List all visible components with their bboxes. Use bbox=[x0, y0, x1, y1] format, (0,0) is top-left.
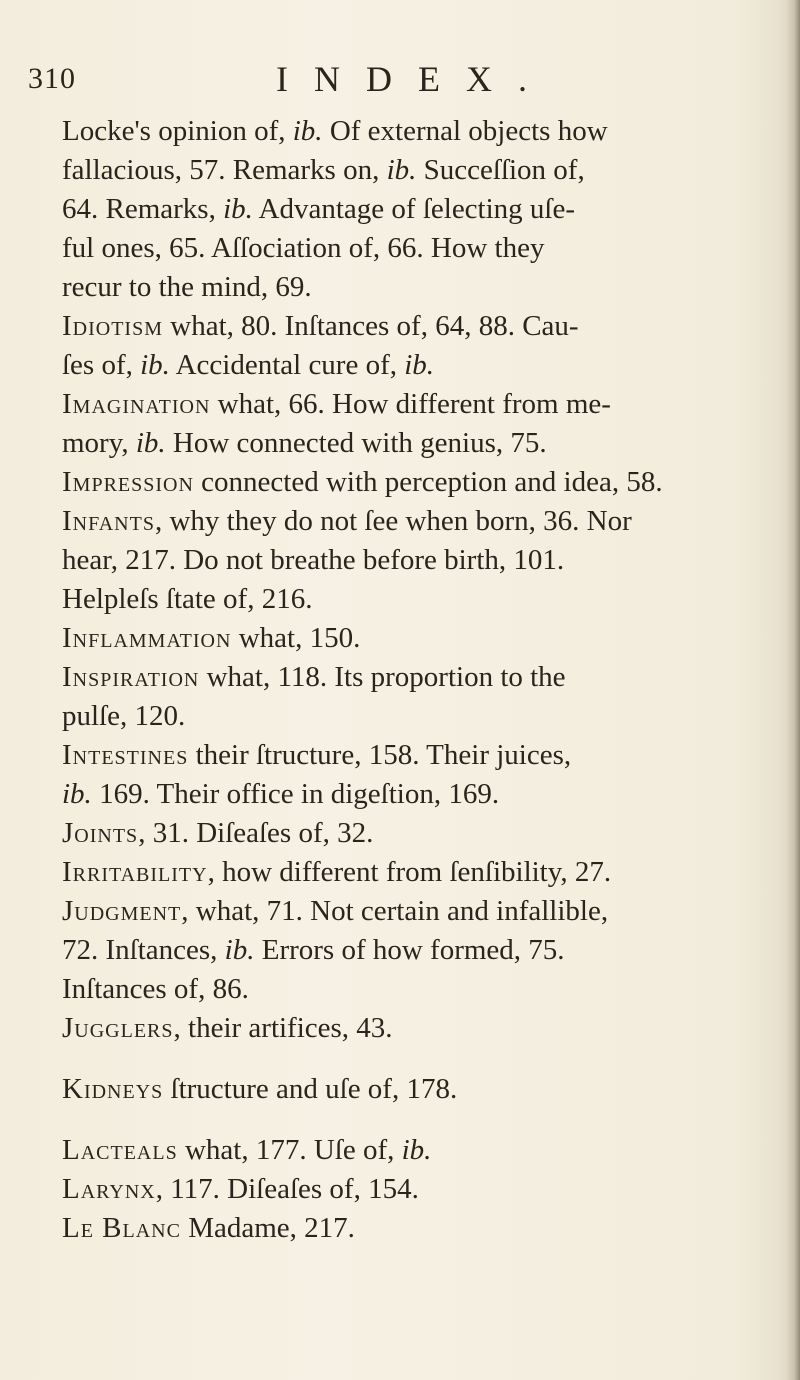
index-entry bbox=[62, 307, 777, 385]
entry-line bbox=[62, 814, 777, 853]
index-entry bbox=[62, 814, 777, 853]
index-entry bbox=[62, 1170, 777, 1209]
entry-line bbox=[62, 541, 777, 580]
page-header bbox=[28, 58, 768, 102]
entry-line bbox=[62, 1009, 777, 1048]
entry-line bbox=[62, 268, 777, 307]
entry-text: ſtructure and uſe of, 178. bbox=[163, 1073, 458, 1105]
entry-text: Inſtances of, 86. bbox=[62, 973, 249, 1005]
entry-text: fallacious, 57. Remarks on, bbox=[62, 154, 387, 186]
entry-heading: Inflammation bbox=[62, 622, 232, 654]
index-entry bbox=[62, 1209, 777, 1248]
entry-line bbox=[62, 1170, 777, 1209]
entry-line bbox=[62, 775, 777, 814]
index-entry bbox=[62, 658, 777, 736]
entry-text: ſes of, bbox=[62, 349, 141, 381]
entry-heading: Kidneys bbox=[62, 1073, 164, 1105]
entry-text: their ſtructure, 158. Their juices, bbox=[188, 739, 572, 771]
entry-text: , 117. Diſeaſes of, 154. bbox=[155, 1173, 419, 1205]
entry-line bbox=[62, 307, 777, 346]
entry-line bbox=[62, 385, 777, 424]
entry-line bbox=[62, 424, 777, 463]
entry-line bbox=[62, 502, 777, 541]
entry-text: Locke's opinion of, bbox=[62, 115, 293, 147]
index-entry bbox=[62, 1009, 777, 1048]
entry-text: ful ones, 65. Aſſociation of, 66. How they bbox=[62, 232, 545, 264]
index-entry bbox=[62, 892, 777, 1009]
ibid-reference: ib. bbox=[135, 427, 166, 459]
entry-text: Succeſſion of, bbox=[416, 154, 585, 186]
entry-heading: Infants bbox=[62, 505, 155, 537]
entry-heading: Inspiration bbox=[62, 661, 200, 693]
entry-line bbox=[62, 970, 777, 1009]
index-entries bbox=[62, 112, 777, 1248]
index-entry bbox=[62, 736, 777, 814]
entry-text: Accidental cure of, bbox=[169, 349, 405, 381]
entry-line bbox=[62, 853, 777, 892]
entry-text: what, 150. bbox=[231, 622, 361, 654]
entry-text: Of external objects how bbox=[322, 115, 608, 147]
entry-text: what, 177. Uſe of, bbox=[177, 1134, 402, 1166]
ibid-reference: ib. bbox=[292, 115, 323, 147]
entry-line bbox=[62, 1131, 777, 1170]
entry-heading: Imagination bbox=[62, 388, 211, 420]
entry-line bbox=[62, 892, 777, 931]
entry-line bbox=[62, 346, 777, 385]
entry-line bbox=[62, 1070, 777, 1109]
entry-text: what, 66. How different from me- bbox=[210, 388, 611, 420]
entry-text: recur to the mind, 69. bbox=[62, 271, 312, 303]
entry-line bbox=[62, 736, 777, 775]
entry-text: mory, bbox=[62, 427, 136, 459]
entry-heading: Lacteals bbox=[62, 1134, 178, 1166]
index-entry bbox=[62, 853, 777, 892]
entry-text: 169. Their office in digeſtion, 169. bbox=[91, 778, 500, 810]
entry-text: 64. Remarks, bbox=[62, 193, 224, 225]
ibid-reference: ib. bbox=[140, 349, 170, 381]
entry-text: what, 118. Its proportion to the bbox=[199, 661, 566, 693]
page-number: 310 bbox=[28, 62, 76, 95]
index-entry bbox=[62, 463, 777, 502]
entry-line bbox=[62, 658, 777, 697]
entry-text: what, 80. Inſtances of, 64, 88. Cau- bbox=[163, 310, 579, 342]
entry-text: Advantage of ſelecting uſe- bbox=[252, 193, 576, 225]
entry-line bbox=[62, 619, 777, 658]
entry-heading: Intestines bbox=[62, 739, 189, 771]
entry-text: , their artifices, 43. bbox=[173, 1012, 393, 1044]
entry-text: pulſe, 120. bbox=[62, 700, 186, 732]
index-entry bbox=[62, 619, 777, 658]
entry-text: How connected with genius, 75. bbox=[165, 427, 547, 459]
entry-text: , what, 71. Not certain and infallible, bbox=[181, 895, 609, 927]
index-entry bbox=[62, 1070, 777, 1109]
ibid-reference: ib. bbox=[62, 778, 92, 810]
ibid-reference: ib. bbox=[223, 193, 253, 225]
entry-text: Helpleſs ſtate of, 216. bbox=[62, 583, 313, 615]
entry-heading: Idiotism bbox=[62, 310, 163, 342]
index-entry bbox=[62, 385, 777, 463]
running-title: INDEX. bbox=[276, 59, 553, 99]
entry-text: Madame, 217. bbox=[180, 1212, 355, 1244]
ibid-reference: ib. bbox=[386, 154, 417, 186]
entry-text: 72. Inſtances, bbox=[62, 934, 225, 966]
entry-heading: Impression bbox=[62, 466, 194, 498]
entry-line bbox=[62, 151, 777, 190]
entry-heading: Judgment bbox=[62, 895, 182, 927]
entry-text: , how different from ſenſibility, 27. bbox=[207, 856, 612, 888]
entry-line bbox=[62, 697, 777, 736]
entry-heading: Jugglers bbox=[62, 1012, 174, 1044]
entry-text: , why they do not ſee when born, 36. Nor bbox=[154, 505, 632, 537]
entry-heading: Irritability bbox=[62, 856, 208, 888]
entry-line bbox=[62, 580, 777, 619]
entry-line bbox=[62, 112, 777, 151]
entry-line bbox=[62, 229, 777, 268]
entry-text: , 31. Diſeaſes of, 32. bbox=[138, 817, 374, 849]
entry-line bbox=[62, 1209, 777, 1248]
entry-line bbox=[62, 463, 777, 502]
entry-heading: Le Blanc bbox=[62, 1212, 181, 1244]
entry-line bbox=[62, 931, 777, 970]
index-entry bbox=[62, 1131, 777, 1170]
index-entry bbox=[62, 502, 777, 619]
entry-line bbox=[62, 190, 777, 229]
index-entry bbox=[62, 112, 777, 307]
entry-heading: Joints bbox=[62, 817, 139, 849]
entry-text: Errors of how formed, 75. bbox=[254, 934, 565, 966]
page-edge-shadow bbox=[786, 0, 800, 1380]
ibid-reference: ib. bbox=[404, 349, 435, 381]
entry-text: hear, 217. Do not breathe before birth, 101. bbox=[62, 544, 565, 576]
entry-text: connected with perception and idea, 58. bbox=[193, 466, 663, 498]
ibid-reference: ib. bbox=[401, 1134, 432, 1166]
ibid-reference: ib. bbox=[224, 934, 255, 966]
entry-heading: Larynx bbox=[62, 1173, 156, 1205]
